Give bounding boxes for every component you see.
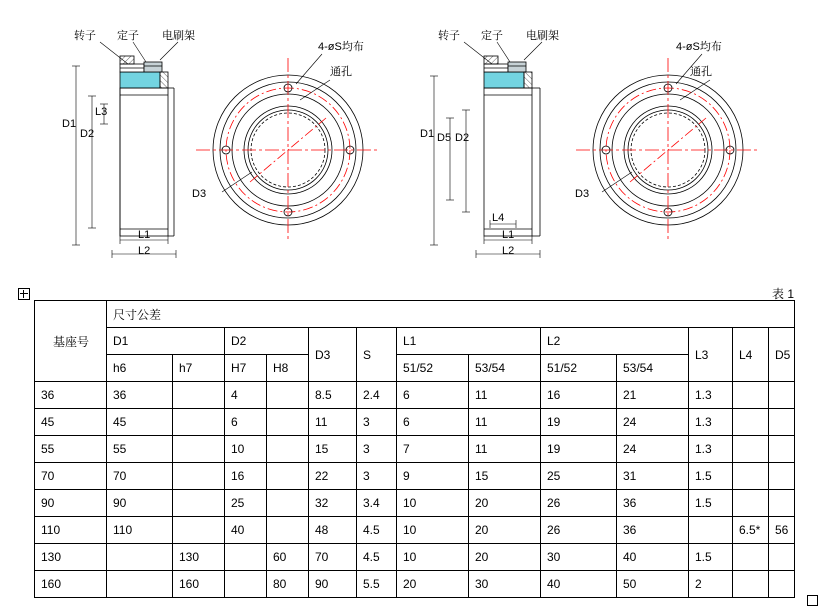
table-row (35, 544, 795, 571)
cell-d1-h7: 160 (173, 571, 225, 598)
cell-l2-a: 40 (541, 571, 617, 598)
cell-d1-h6: 70 (107, 463, 173, 490)
cell-l3: 1.3 (689, 409, 733, 436)
cell-d1-h6: 45 (107, 409, 173, 436)
header-d2: D2 (225, 328, 309, 355)
cell-d2-h7: 40 (225, 517, 267, 544)
header-s: S (357, 328, 397, 382)
cell-d5 (769, 436, 795, 463)
cell-l1-a: 6 (397, 382, 469, 409)
cell-d1-h7 (173, 490, 225, 517)
left-section-centerlines (196, 58, 380, 242)
cell-l3 (689, 517, 733, 544)
cell-base: 130 (35, 544, 107, 571)
cell-s: 3 (357, 409, 397, 436)
table-row (35, 571, 795, 598)
dimensions-table (34, 300, 795, 598)
cell-d3: 48 (309, 517, 357, 544)
header-base-number: 基座号 (35, 301, 107, 382)
cell-s: 4.5 (357, 517, 397, 544)
left-dim-l3: L3 (95, 106, 108, 118)
header-l4: L4 (733, 328, 769, 382)
left-dim-d1: D1 (62, 118, 77, 130)
cell-l2-b: 36 (617, 490, 689, 517)
cell-d2-h7: 6 (225, 409, 267, 436)
cell-l2-b: 40 (617, 544, 689, 571)
right-label-brush-holder: 电刷架 (526, 30, 559, 42)
table-header-row-2 (35, 328, 795, 355)
header-d5: D5 (769, 328, 795, 382)
table-row (35, 490, 795, 517)
cell-d5 (769, 544, 795, 571)
cell-d1-h6 (107, 571, 173, 598)
cell-l1-b: 11 (469, 409, 541, 436)
header-l2: L2 (541, 328, 689, 355)
cell-s: 4.5 (357, 544, 397, 571)
right-section-label-through-hole: 通孔 (690, 66, 712, 78)
cell-l1-a: 9 (397, 463, 469, 490)
cell-l4 (733, 571, 769, 598)
right-label-stator: 定子 (481, 30, 503, 42)
table-header-row-3 (35, 355, 795, 382)
header-tolerance-title: 尺寸公差 (107, 301, 795, 328)
subheader-d2-h7: H7 (225, 355, 267, 382)
cell-l3: 1.5 (689, 490, 733, 517)
cell-d3: 22 (309, 463, 357, 490)
right-section-centerlines (576, 58, 760, 242)
table-row (35, 463, 795, 490)
subheader-l2-b: 53/54 (617, 355, 689, 382)
cell-d1-h7 (173, 436, 225, 463)
cell-d5 (769, 490, 795, 517)
right-dim-l2: L2 (502, 245, 515, 257)
subheader-l1-a: 51/52 (397, 355, 469, 382)
cell-base: 90 (35, 490, 107, 517)
cell-l1-a: 10 (397, 544, 469, 571)
cell-d2-h7: 4 (225, 382, 267, 409)
cell-l3: 1.3 (689, 436, 733, 463)
table-row (35, 436, 795, 463)
cell-d2-h8: 80 (267, 571, 309, 598)
cell-d2-h7: 10 (225, 436, 267, 463)
crop-corner-mark (18, 288, 30, 300)
right-dim-d5: D5 (437, 132, 452, 144)
cell-d5 (769, 409, 795, 436)
left-label-stator: 定子 (117, 30, 139, 42)
cell-d1-h6 (107, 544, 173, 571)
cell-d2-h7 (225, 544, 267, 571)
cell-l1-a: 20 (397, 571, 469, 598)
cell-l4 (733, 490, 769, 517)
cell-d2-h8: 60 (267, 544, 309, 571)
cell-d1-h7: 130 (173, 544, 225, 571)
cell-d3: 8.5 (309, 382, 357, 409)
cell-l3: 1.5 (689, 463, 733, 490)
cell-d3: 32 (309, 490, 357, 517)
cell-l1-b: 15 (469, 463, 541, 490)
subheader-l1-b: 53/54 (469, 355, 541, 382)
cell-l2-b: 24 (617, 436, 689, 463)
technical-drawing (0, 0, 824, 280)
cell-d2-h7: 16 (225, 463, 267, 490)
cell-d5 (769, 571, 795, 598)
left-section-dim-d3: D3 (192, 188, 207, 200)
cell-d1-h7 (173, 517, 225, 544)
cell-d2-h8 (267, 490, 309, 517)
table-caption: 表 1 (771, 287, 794, 301)
right-dim-l4: L4 (492, 212, 505, 224)
cell-d1-h6: 110 (107, 517, 173, 544)
cell-l4: 6.5* (733, 517, 769, 544)
cell-d1-h7 (173, 382, 225, 409)
cell-d3: 70 (309, 544, 357, 571)
cell-base: 110 (35, 517, 107, 544)
cell-s: 2.4 (357, 382, 397, 409)
right-dim-d1: D1 (420, 128, 435, 140)
dimensions-table-wrap (34, 300, 794, 598)
cell-l3: 1.5 (689, 544, 733, 571)
right-elevation-dims (430, 76, 540, 258)
cell-l1-a: 7 (397, 436, 469, 463)
header-l3: L3 (689, 328, 733, 382)
left-dim-l1: L1 (138, 229, 151, 241)
cell-d5 (769, 382, 795, 409)
cell-l2-b: 21 (617, 382, 689, 409)
cell-base: 55 (35, 436, 107, 463)
cell-l2-b: 36 (617, 517, 689, 544)
right-dim-d2: D2 (455, 132, 470, 144)
table-row (35, 382, 795, 409)
cell-s: 5.5 (357, 571, 397, 598)
cell-l2-b: 31 (617, 463, 689, 490)
cell-d2-h8 (267, 382, 309, 409)
cell-base: 70 (35, 463, 107, 490)
cell-l4 (733, 409, 769, 436)
right-section-label-holes: 4-øS均布 (676, 41, 722, 53)
cell-l4 (733, 436, 769, 463)
cell-d2-h8 (267, 409, 309, 436)
cell-l1-b: 20 (469, 490, 541, 517)
right-elevation (484, 56, 540, 236)
cell-s: 3 (357, 463, 397, 490)
cell-d1-h7 (173, 463, 225, 490)
cell-d1-h6: 36 (107, 382, 173, 409)
cell-l1-b: 30 (469, 571, 541, 598)
cell-l4 (733, 544, 769, 571)
left-elevation (120, 56, 174, 236)
cell-base: 160 (35, 571, 107, 598)
left-dim-d2: D2 (80, 128, 95, 140)
subheader-d1-h6: h6 (107, 355, 173, 382)
cell-l3: 1.3 (689, 382, 733, 409)
cell-l2-b: 50 (617, 571, 689, 598)
cell-l4 (733, 382, 769, 409)
left-leaders (100, 42, 178, 64)
cell-d1-h7 (173, 409, 225, 436)
right-section-dim-d3: D3 (575, 188, 590, 200)
cell-base: 45 (35, 409, 107, 436)
cell-l2-a: 26 (541, 517, 617, 544)
cell-l1-a: 6 (397, 409, 469, 436)
cell-l2-a: 19 (541, 409, 617, 436)
table-header-row-1 (35, 301, 795, 328)
cell-l1-b: 11 (469, 436, 541, 463)
header-l1: L1 (397, 328, 541, 355)
cell-l1-a: 10 (397, 490, 469, 517)
header-d3: D3 (309, 328, 357, 382)
cell-d3: 90 (309, 571, 357, 598)
cell-l2-a: 30 (541, 544, 617, 571)
cell-l1-a: 10 (397, 517, 469, 544)
subheader-d1-h7: h7 (173, 355, 225, 382)
table-row (35, 409, 795, 436)
table-row (35, 517, 795, 544)
cell-l2-a: 16 (541, 382, 617, 409)
cell-s: 3 (357, 436, 397, 463)
cell-d3: 15 (309, 436, 357, 463)
cell-s: 3.4 (357, 490, 397, 517)
cell-l2-a: 19 (541, 436, 617, 463)
left-label-rotor: 转子 (74, 30, 96, 42)
cell-d5 (769, 463, 795, 490)
cell-l1-b: 20 (469, 517, 541, 544)
left-section-label-holes: 4-øS均布 (318, 41, 364, 53)
cell-base: 36 (35, 382, 107, 409)
right-dim-l1: L1 (502, 229, 515, 241)
cell-l2-b: 24 (617, 409, 689, 436)
cell-d2-h8 (267, 463, 309, 490)
cell-d2-h7 (225, 571, 267, 598)
right-label-rotor: 转子 (438, 30, 460, 42)
page-corner-mark (807, 595, 818, 606)
cell-d2-h7: 25 (225, 490, 267, 517)
subheader-d2-h8: H8 (267, 355, 309, 382)
left-section-label-through-hole: 通孔 (330, 66, 352, 78)
cell-d2-h8 (267, 436, 309, 463)
cell-d5: 56 (769, 517, 795, 544)
header-d1: D1 (107, 328, 225, 355)
left-label-brush-holder: 电刷架 (162, 30, 195, 42)
right-leaders (464, 42, 542, 64)
cell-l2-a: 25 (541, 463, 617, 490)
cell-l2-a: 26 (541, 490, 617, 517)
cell-d1-h6: 55 (107, 436, 173, 463)
cell-d3: 11 (309, 409, 357, 436)
left-dim-l2: L2 (138, 245, 151, 257)
cell-l1-b: 20 (469, 544, 541, 571)
cell-d2-h8 (267, 517, 309, 544)
cell-l3: 2 (689, 571, 733, 598)
subheader-l2-a: 51/52 (541, 355, 617, 382)
cell-l4 (733, 463, 769, 490)
cell-d1-h6: 90 (107, 490, 173, 517)
cell-l1-b: 11 (469, 382, 541, 409)
